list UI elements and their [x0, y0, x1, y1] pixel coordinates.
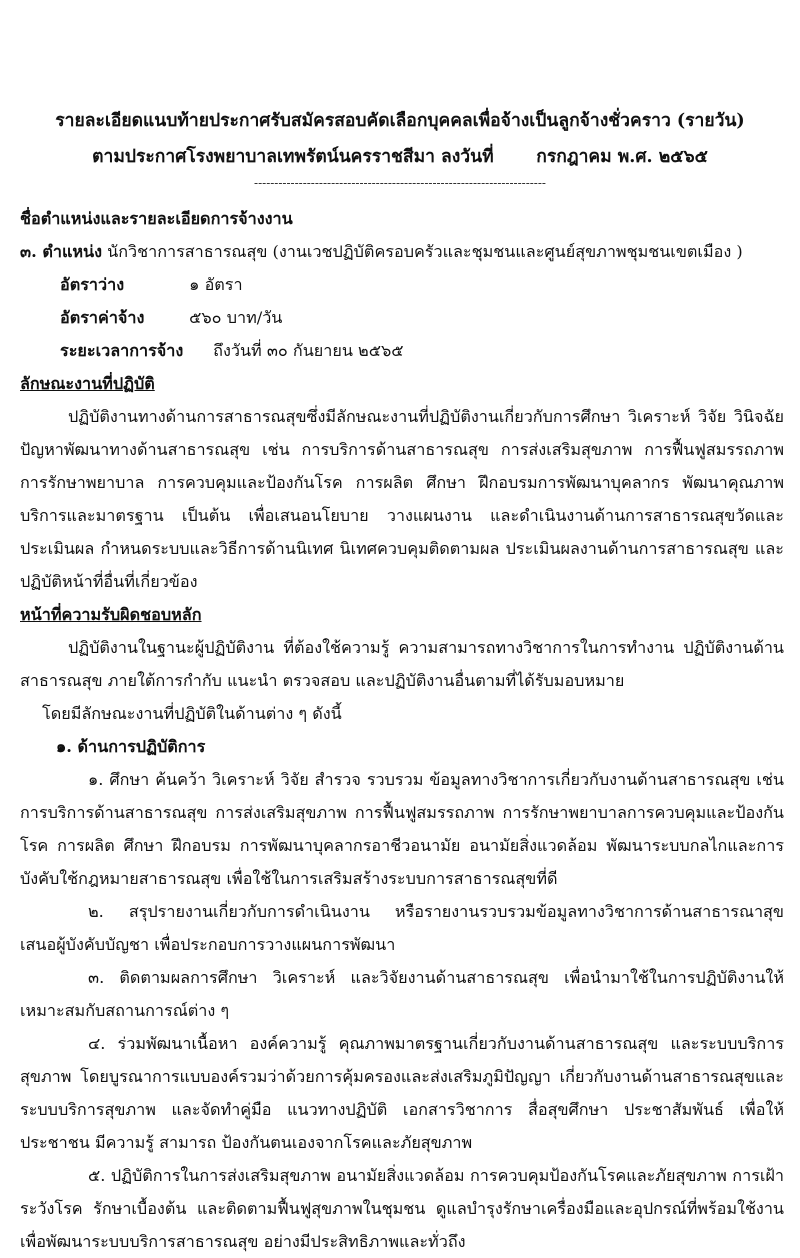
position-value: นักวิชาการสาธารณสุข (งานเวชปฏิบัติครอบครัวและชุมชนและศูนย์สุขภาพชุมชนเขตเมือง ) — [107, 242, 743, 261]
field-wage-value: ๕๖๐ บาท/วัน — [189, 308, 283, 327]
header-divider: ------------------------------------------------------------------------ — [254, 176, 546, 190]
field-duration-value: ถึงวันที่ ๓๐ กันยายน ๒๕๖๕ — [213, 341, 404, 360]
field-vacancy — [20, 268, 784, 301]
nature-heading: ลักษณะงานที่ปฏิบัติ — [20, 374, 155, 393]
field-duration-label: ระยะเวลาการจ้าง — [60, 341, 184, 360]
duty-item-5: ๕. ปฏิบัติการในการส่งเสริมสุขภาพ อนามัยสิ่งแวดล้อม การควบคุมป้องกันโรคและภัยสุขภาพ การเฝ้าระวังโรค รักษาเบื้องต้น และติดตามฟื้นฟูสุขภาพในชุมชน ดูแลบำรุงรักษาเครื่องมือและอุปกรณ์ที่พร้อมใช้งานเพื่อพัฒนาระบบบริการสาธารณสุข อย่างมีประสิทธิภาพและทั่วถึง — [20, 1166, 784, 1251]
duty-item-2: ๒. สรุปรายงานเกี่ยวกับการดำเนินงาน หรือรายงานรวบรวมข้อมูลทางวิชาการด้านสาธารณาสุข เสนอผู้บังคับบัญชา เพื่อประกอบการวางแผนการพัฒนา — [20, 902, 784, 954]
duties-paragraph: ปฏิบัติงานในฐานะผู้ปฏิบัติงาน ที่ต้องใช้ความรู้ ความสามารถทางวิชาการในการทำงาน ปฏิบัติงานด้านสาธารณสุข ภายใต้การกำกับ แนะนำ ตรวจสอบ และปฏิบัติงานอื่นตามที่ได้รับมอบหมาย — [20, 638, 784, 690]
duty-item-3: ๓. ติดตามผลการศึกษา วิเคราะห์ และวิจัยงานด้านสาธารณสุข เพื่อนำมาใช้ในการปฏิบัติงานให้เหมาะสมกับสถานการณ์ต่าง ๆ — [20, 968, 784, 1020]
nature-paragraph: ปฏิบัติงานทางด้านการสาธารณสุขซึ่งมีลักษณะงานที่ปฏิบัติงานเกี่ยวกับการศึกษา วิเคราะห์ วิจัย วินิจฉัย ปัญหาพัฒนาทางด้านสาธารณสุข เช่น การบริการด้านสาธารณสุข การส่งเสริมสุขภาพ การฟื้นฟูสมรรถภาพ การรักษาพยาบาล การควบคุมและป้องกันโรค การผลิต ศึกษา ฝึกอบรมการพัฒนาบุคลากร พัฒนาคุณภาพบริการและมาตรฐาน เป็นต้น เพื่อเสนอนโยบาย วางแผนงาน และดำเนินงานด้านการสาธารณสุขวัดและประเมินผล กำหนดระบบและวิธีการด้านนิเทศ นิเทศควบคุมติดตามผล ประเมินผลงานด้านการสาธารณสุข และปฏิบัติหน้าที่อื่นที่เกี่ยวข้อง — [20, 407, 784, 591]
document-body — [20, 200, 784, 1258]
position-line — [20, 235, 784, 268]
section-title: ชื่อตำแหน่งและรายละเอียดการจ้างงาน — [20, 209, 293, 228]
field-wage-label: อัตราค่าจ้าง — [60, 308, 145, 327]
duties-heading: หน้าที่ความรับผิดชอบหลัก — [20, 605, 202, 624]
duties-subheading: ๑. ด้านการปฏิบัติการ — [56, 737, 206, 756]
duty-item-4: ๔. ร่วมพัฒนาเนื้อหา องค์ความรู้ คุณภาพมาตรฐานเกี่ยวกับงานด้านสาธารณสุข และระบบบริการสุขภาพ โดยบูรณาการแบบองค์รวมว่าด้วยการคุ้มครองและส่งเสริมภูมิปัญญา เกี่ยวกับงานด้านสาธารณสุขและระบบบริการสุขภาพ และจัดทำคู่มือ แนวทางปฏิบัติ เอกสารวิชาการ สื่อสุขศึกษา ประชาสัมพันธ์ เพื่อให้ประชาชน มีความรู้ สามารถ ป้องกันตนเองจากโรคและภัยสุขภาพ — [20, 1034, 784, 1152]
position-label: ๓. ตำแหน่ง — [20, 242, 103, 261]
field-duration — [20, 334, 784, 367]
header-title-line1: รายละเอียดแนบท้ายประกาศรับสมัครสอบคัดเลือกบุคคลเพื่อจ้างเป็นลูกจ้างชั่วคราว (รายวัน) — [55, 111, 745, 131]
field-vacancy-value: ๑ อัตรา — [189, 275, 243, 294]
document-header — [0, 103, 800, 191]
field-wage — [20, 301, 784, 334]
header-title-line2: ตามประกาศโรงพยาบาลเทพรัตน์นครราชสีมา ลงวันที่ กรกฎาคม พ.ศ. ๒๕๖๕ — [92, 147, 708, 167]
duty-item-1: ๑. ศึกษา ค้นคว้า วิเคราะห์ วิจัย สำรวจ รวบรวม ข้อมูลทางวิชาการเกี่ยวกับงานด้านสาธารณสุข เช่น การบริการด้านสาธารณสุข การส่งเสริมสุขภาพ การฟื้นฟูสมรรถภาพ การรักษาพยาบาลการควบคุมและป้องกันโรค การผลิต ศึกษา ฝึกอบรม การพัฒนาบุคลากรอาชีวอนามัย อนามัยสิ่งแวดล้อม พัฒนาระบบกลไกและการบังคับใช้กฎหมายสาธารณสุข เพื่อใช้ในการเสริมสร้างระบบการสาธารณสุขที่ดี — [20, 770, 784, 888]
duties-intro: โดยมีลักษณะงานที่ปฏิบัติในด้านต่าง ๆ ดังนี้ — [42, 704, 342, 723]
field-vacancy-label: อัตราว่าง — [60, 275, 125, 294]
